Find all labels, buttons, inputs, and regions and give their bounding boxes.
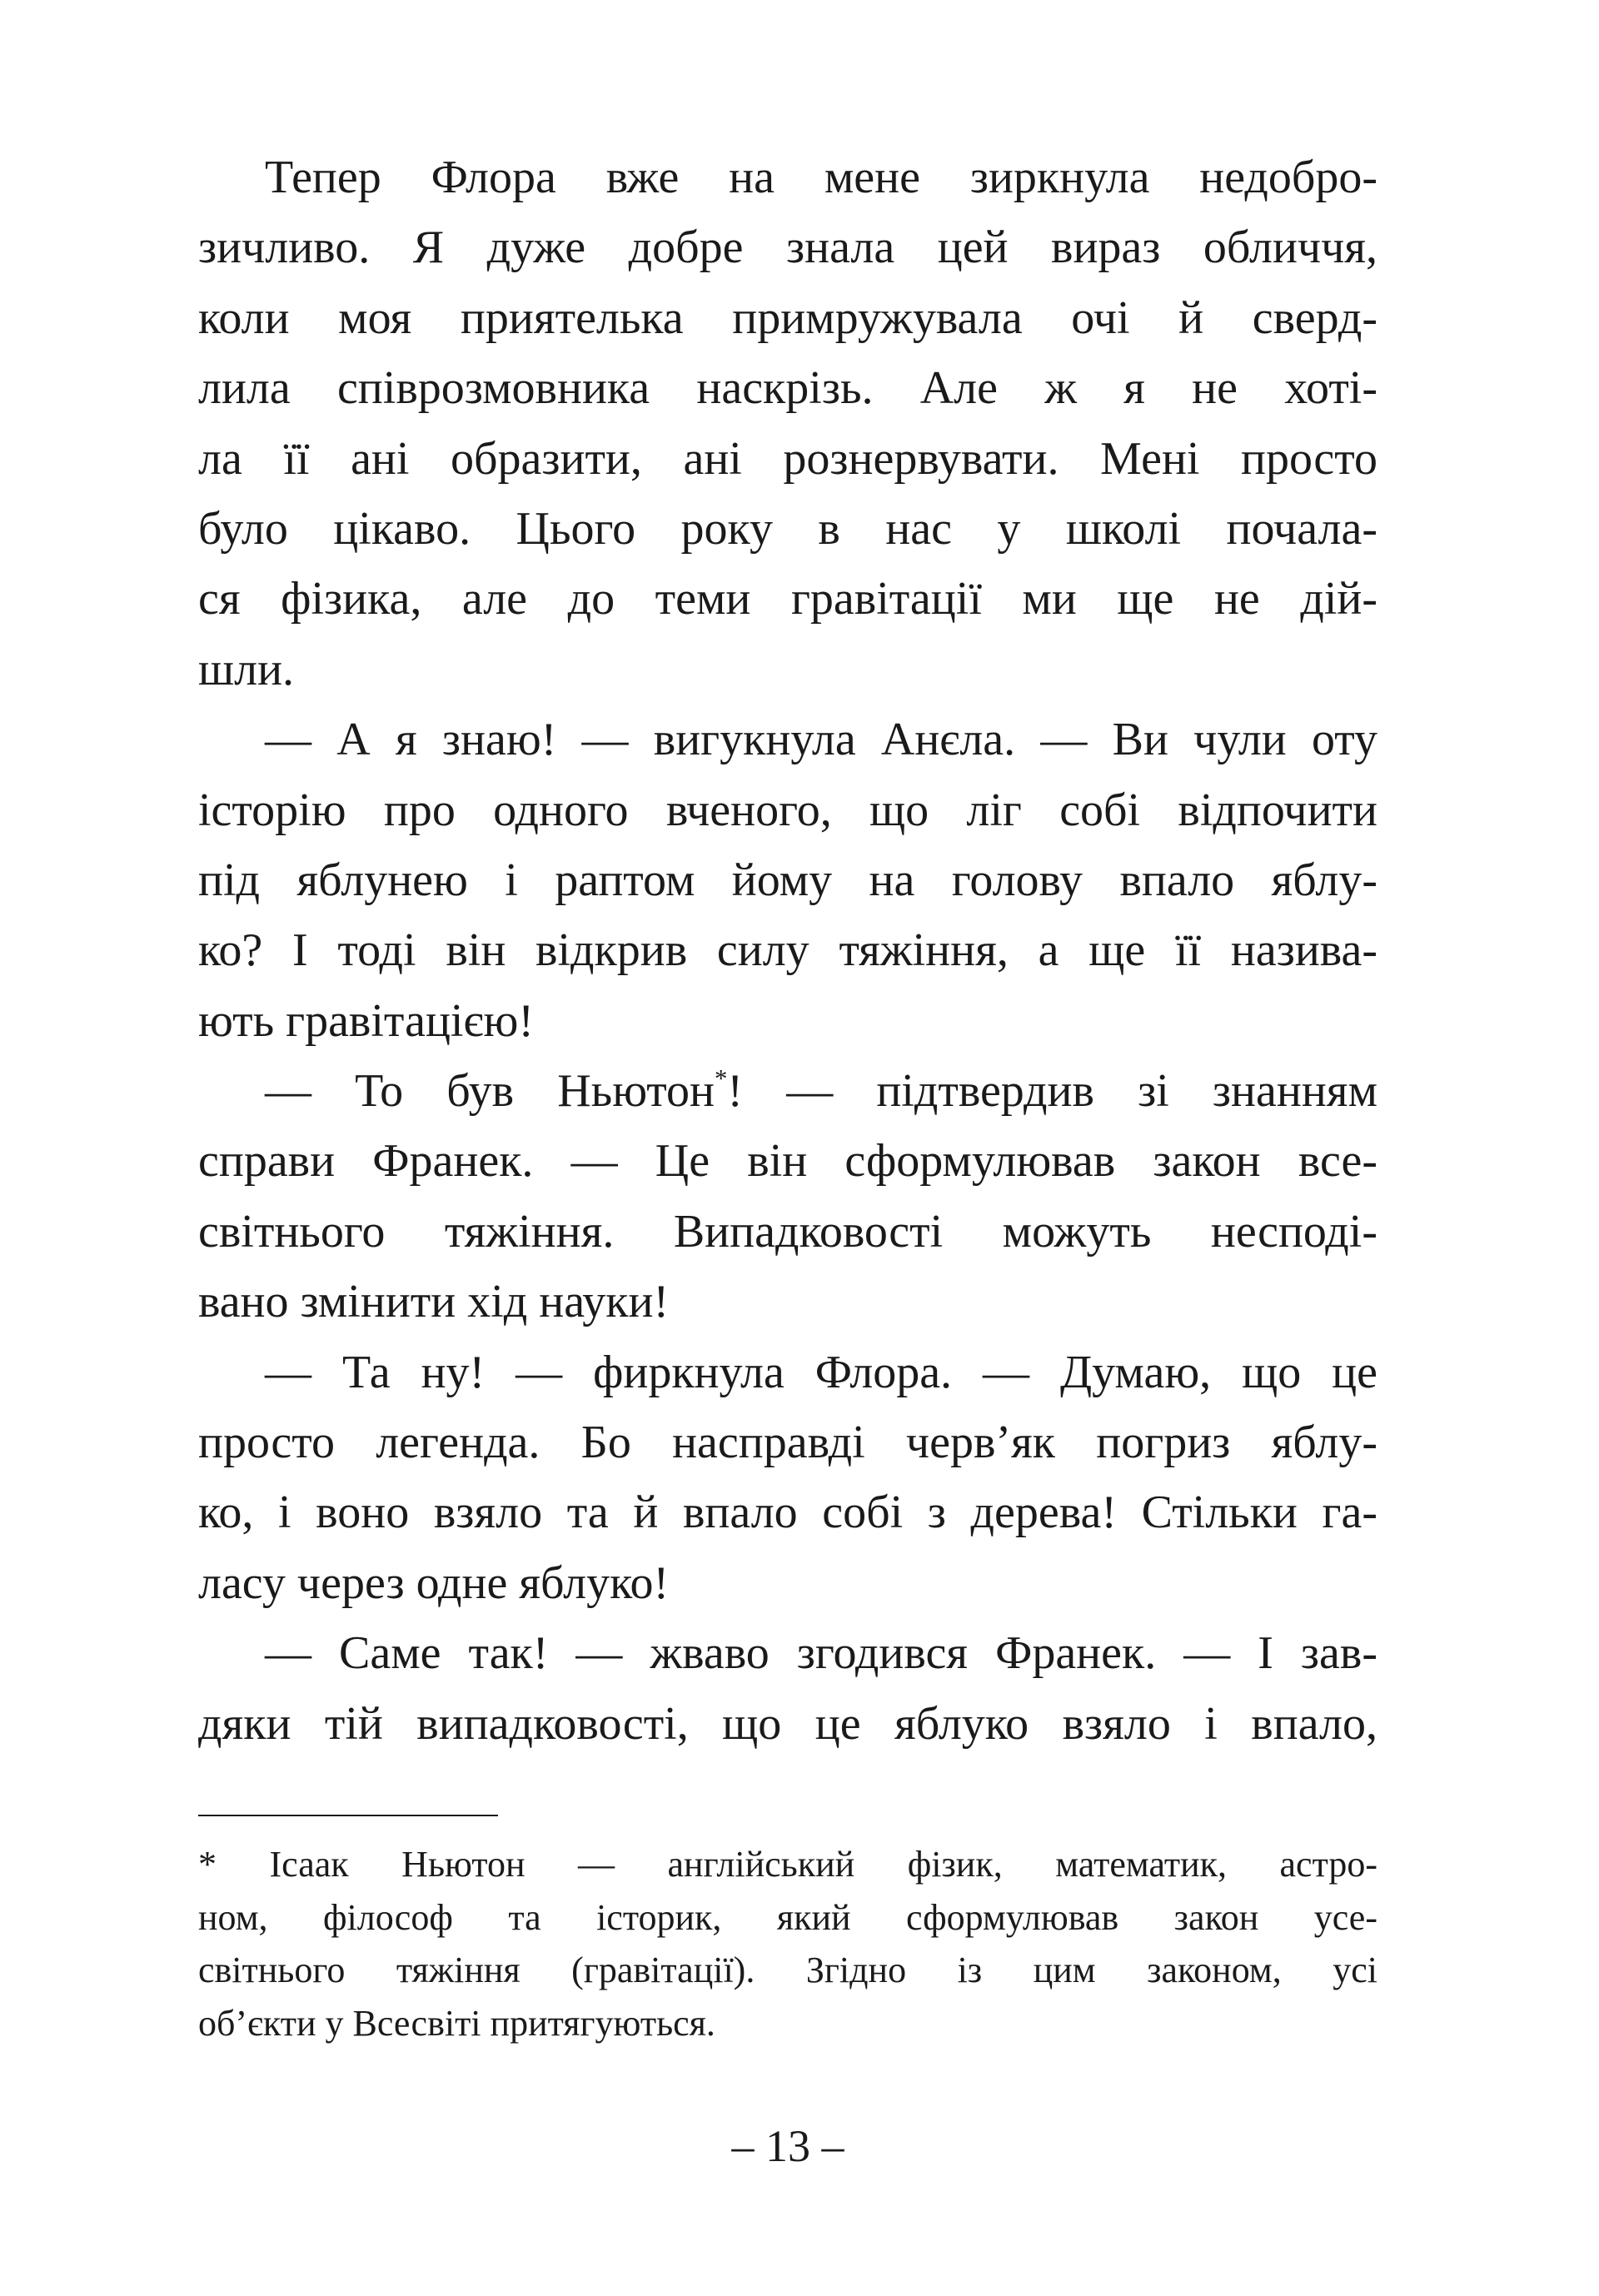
footnote: [198, 1838, 1377, 2049]
body-text: [198, 142, 1377, 1759]
text-line: зичливо. Я дуже добре знала цей вираз обличчя,: [198, 222, 1377, 274]
text-segment: — То був Ньютон: [265, 1065, 715, 1118]
page-number: – 13 –: [731, 2121, 844, 2171]
text-line: історію про одного вченого, що ліг собі відпочити: [198, 784, 1377, 836]
text-line: ла її ані образити, ані рознервувати. Мені просто: [198, 432, 1377, 485]
text-line: — Саме так! — жваво згодився Франек. — І зав-: [265, 1627, 1377, 1680]
text-line: Тепер Флора вже на мене зиркнула недобро-: [265, 152, 1377, 203]
text-line: ко? І тоді він відкрив силу тяжіння, а ще її назива-: [198, 924, 1377, 977]
text-line: просто легенда. Бо насправді черв’як погриз яблу-: [198, 1417, 1377, 1469]
text-line-with-footnote-ref: [198, 1056, 1377, 1126]
footnote-separator: [198, 1815, 498, 1816]
text-line: справи Франек. — Це він сформулював закон все-: [198, 1135, 1377, 1188]
text-line: ласу через одне яблуко!: [198, 1556, 670, 1609]
footnote-reference[interactable]: *: [715, 1063, 728, 1093]
text-line: дяки тій випадковості, що це яблуко взяло і впало,: [198, 1697, 1377, 1750]
text-segment: ! — підтвердив зі знанням: [727, 1065, 1377, 1118]
text-line: коли моя приятелька примружувала очі й сверд-: [198, 291, 1377, 344]
text-line: — А я знаю! — вигукнула Анєла. — Ви чули оту: [265, 714, 1377, 766]
text-line: — Та ну! — фиркнула Флора. — Думаю, що це: [265, 1346, 1377, 1398]
footnote-line: світнього тяжіння (гравітації). Згідно із цим законом, усі: [198, 1950, 1377, 1990]
text-line: вано змінити хід науки!: [198, 1276, 670, 1328]
text-line: ко, і воно взяло та й впало собі з дерева! Стільки га-: [198, 1487, 1377, 1539]
text-line: лила співрозмовника наскрізь. Але ж я не хоті-: [198, 362, 1377, 415]
text-line: було цікаво. Цього року в нас у школі почала-: [198, 502, 1377, 555]
text-line: під яблунею і раптом йому на голову впало яблу-: [198, 854, 1377, 906]
footnote-line: об’єкти у Всесвіті притягуються.: [198, 2002, 715, 2044]
footnote-line: * Ісаак Ньютон — англійський фізик, математик, астро-: [198, 1844, 1377, 1885]
text-line: шли.: [198, 643, 295, 695]
footnote-line: ном, філософ та історик, який сформулював закон усе-: [198, 1896, 1377, 1938]
text-line: ся фізика, але до теми гравітації ми ще не дій-: [198, 573, 1377, 625]
text-line: ють гравітацією!: [198, 994, 534, 1047]
text-line: світнього тяжіння. Випадковості можуть несподі-: [198, 1205, 1377, 1258]
